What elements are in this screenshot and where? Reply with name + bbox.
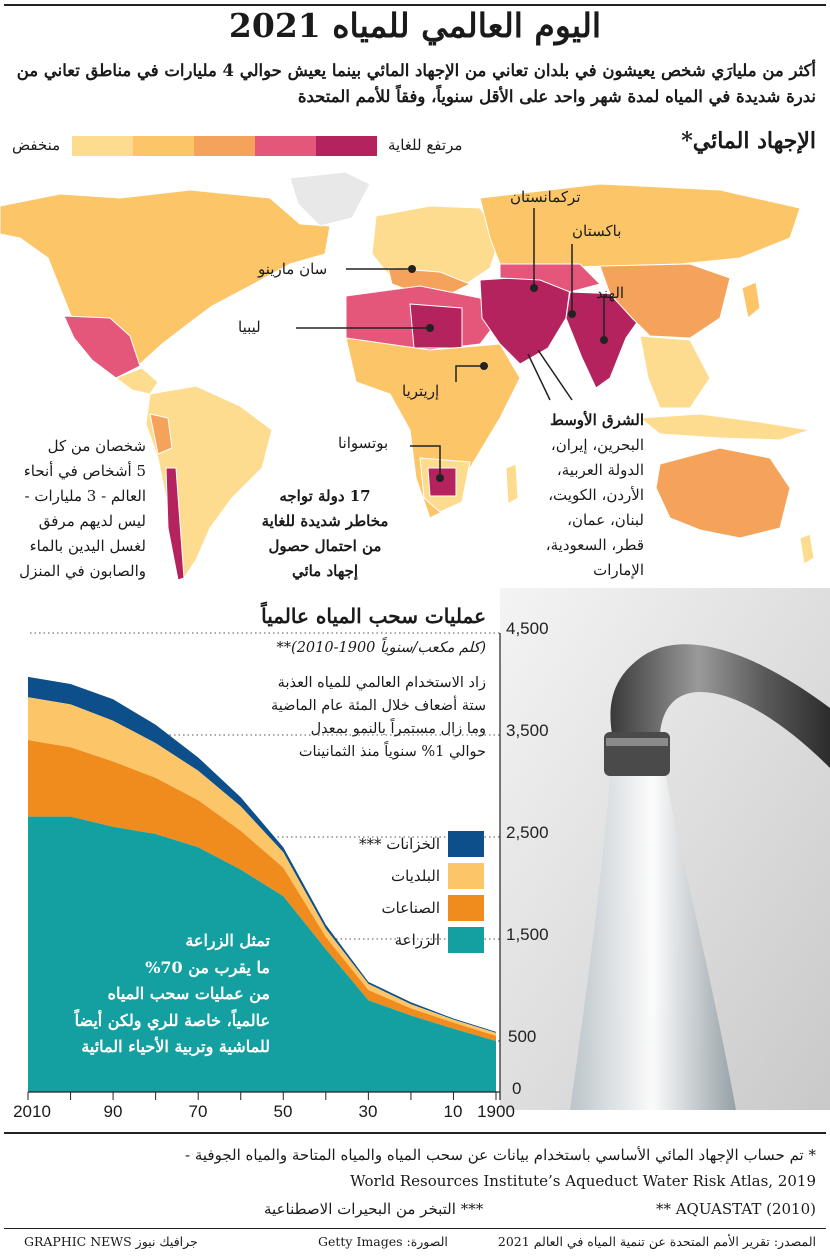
- y-tick-0: 0: [512, 1079, 522, 1098]
- chart-note-line: وما زال مستمراً بالنمو بمعدل: [310, 721, 486, 737]
- page-subtitle: أكثر من مليارَي شخص يعيشون في بلدان تعاني من الإجهاد المائي بينما يعيش حوالي 4 مليارات في مناطق تعاني من ندرة شديدة في المياه لمدة شهر واحد على الأقل سنوياً، وفقاً للأمم المتحدة: [16, 61, 816, 106]
- label-india: الهند: [596, 284, 625, 302]
- bottom-rule: [4, 1228, 826, 1229]
- legend-swatch-municipal: [448, 863, 484, 889]
- middle-east-line: لبنان، عمان،: [567, 511, 644, 529]
- handwash-line: شخصان من كل: [47, 437, 146, 455]
- legend-label-industry: الصناعات: [381, 899, 440, 917]
- middle-east-line: الأردن، الكويت،: [548, 486, 644, 504]
- risk-line: من احتمال حصول: [268, 537, 382, 555]
- chart-unit: (كلم مكعب/سنوياً 1900-2010)**: [276, 640, 486, 656]
- middle-east-line: الدولة العربية،: [556, 461, 644, 479]
- agri-note-line: تمثل الزراعة: [185, 931, 270, 950]
- x-tick-1990: 90: [103, 1102, 123, 1121]
- legend-municipal: [391, 863, 484, 889]
- risk-line: مخاطر شديدة للغاية: [261, 512, 389, 530]
- legend-swatch-reservoirs: [448, 831, 484, 857]
- label-pakistan: باكستان: [572, 222, 622, 240]
- middle-east-title: الشرق الأوسط: [549, 411, 644, 429]
- water-stress-title: الإجهاد المائي*: [681, 128, 816, 154]
- chart-note-line: زاد الاستخدام العالمي للمياه العذبة: [277, 675, 486, 691]
- x-tick-1950: 50: [273, 1102, 293, 1121]
- label-libya: ليبيا: [238, 318, 261, 336]
- legend-label-reservoirs: الخزانات ***: [359, 835, 440, 853]
- chart-note-line: ستة أضعاف خلال المئة عام الماضية: [270, 698, 486, 714]
- label-turkmenistan: تركمانستان: [510, 188, 581, 206]
- agri-note-line: ما يقرب من 70%: [145, 957, 270, 977]
- agriculture-note: [28, 928, 270, 1061]
- legend-high-label: مرتفع للغاية: [388, 136, 463, 154]
- middle-east-line: قطر، السعودية،: [545, 536, 644, 554]
- x-tick-2010: 2010: [13, 1102, 51, 1121]
- source-credit: المصدر: تقرير الأمم المتحدة عن تنمية المياه في العالم 2021: [497, 1234, 816, 1249]
- legend-label-agriculture: الزراعة: [394, 931, 440, 949]
- chart-title: عمليات سحب المياه عالمياً: [261, 604, 486, 628]
- handwash-line: 5 أشخاص في أنحاء: [23, 462, 146, 480]
- y-tick-4500: 4,500: [506, 619, 549, 638]
- risk-line: 17 دولة تواجه: [279, 487, 371, 505]
- y-tick-2500: 2,500: [506, 823, 549, 842]
- footnote-evaporation: *** التبخر من البحيرات الاصطناعية: [264, 1200, 484, 1218]
- legend-label-municipal: البلديات: [391, 867, 440, 885]
- legend-reservoirs: [359, 831, 484, 857]
- handwash-line: العالم - 3 مليارات -: [24, 487, 146, 505]
- legend-swatch-agriculture: [448, 927, 484, 953]
- footnote-water-stress: * تم حساب الإجهاد المائي الأساسي باستخدام بيانات عن سحب المياه والمياه المتاحة والمياه الجوفية -: [185, 1146, 816, 1164]
- y-tick-3500: 3,500: [506, 721, 549, 740]
- y-tick-500: 500: [508, 1027, 537, 1046]
- legend-industry: [382, 895, 484, 921]
- photo-credit: الصورة: Getty Images: [318, 1234, 448, 1249]
- legend-low-label: منخفض: [12, 136, 61, 154]
- chart-note-line: حوالي 1% سنوياً منذ الثمانينات: [298, 744, 486, 760]
- x-tick-1930: 30: [358, 1102, 378, 1121]
- footnote-aqueduct-source: World Resources Institute’s Aqueduct Water Risk Atlas, 2019: [350, 1172, 816, 1190]
- label-san-marino: سان مارينو: [258, 260, 328, 278]
- graphic-news-credit: GRAPHIC NEWS جرافيك نيوز: [24, 1234, 198, 1249]
- page-title: اليوم العالمي للمياه 2021: [228, 6, 602, 45]
- footnote-aquastat: ** AQUASTAT (2010): [655, 1200, 816, 1218]
- label-eritrea: إريتريا: [402, 382, 440, 400]
- middle-east-line: البحرين، إيران،: [550, 436, 644, 454]
- agri-note-line: للماشية وتربية الأحياء المائية: [81, 1037, 270, 1056]
- agri-note-line: عالمياً، خاصة للري ولكن أيضاً: [74, 1010, 270, 1030]
- legend-swatch-industry: [448, 895, 484, 921]
- x-tick-1910: 10: [443, 1102, 463, 1121]
- x-tick-1900: 1900: [477, 1102, 515, 1121]
- x-tick-1970: 70: [188, 1102, 208, 1121]
- y-tick-1500: 1,500: [506, 925, 549, 944]
- handwash-line: لغسل اليدين بالماء: [29, 537, 146, 555]
- risk-line: إجهاد مائي: [291, 562, 359, 580]
- middle-east-line: الإمارات: [593, 561, 644, 579]
- agri-note-line: من عمليات سحب المياه: [107, 984, 270, 1003]
- handwash-line: والصابون في المنزل: [19, 562, 146, 580]
- footer-rule: [4, 1132, 826, 1134]
- legend-agriculture: [395, 927, 484, 953]
- label-botswana: بوتسوانا: [338, 434, 389, 452]
- handwash-line: ليس لديهم مرفق: [38, 512, 146, 530]
